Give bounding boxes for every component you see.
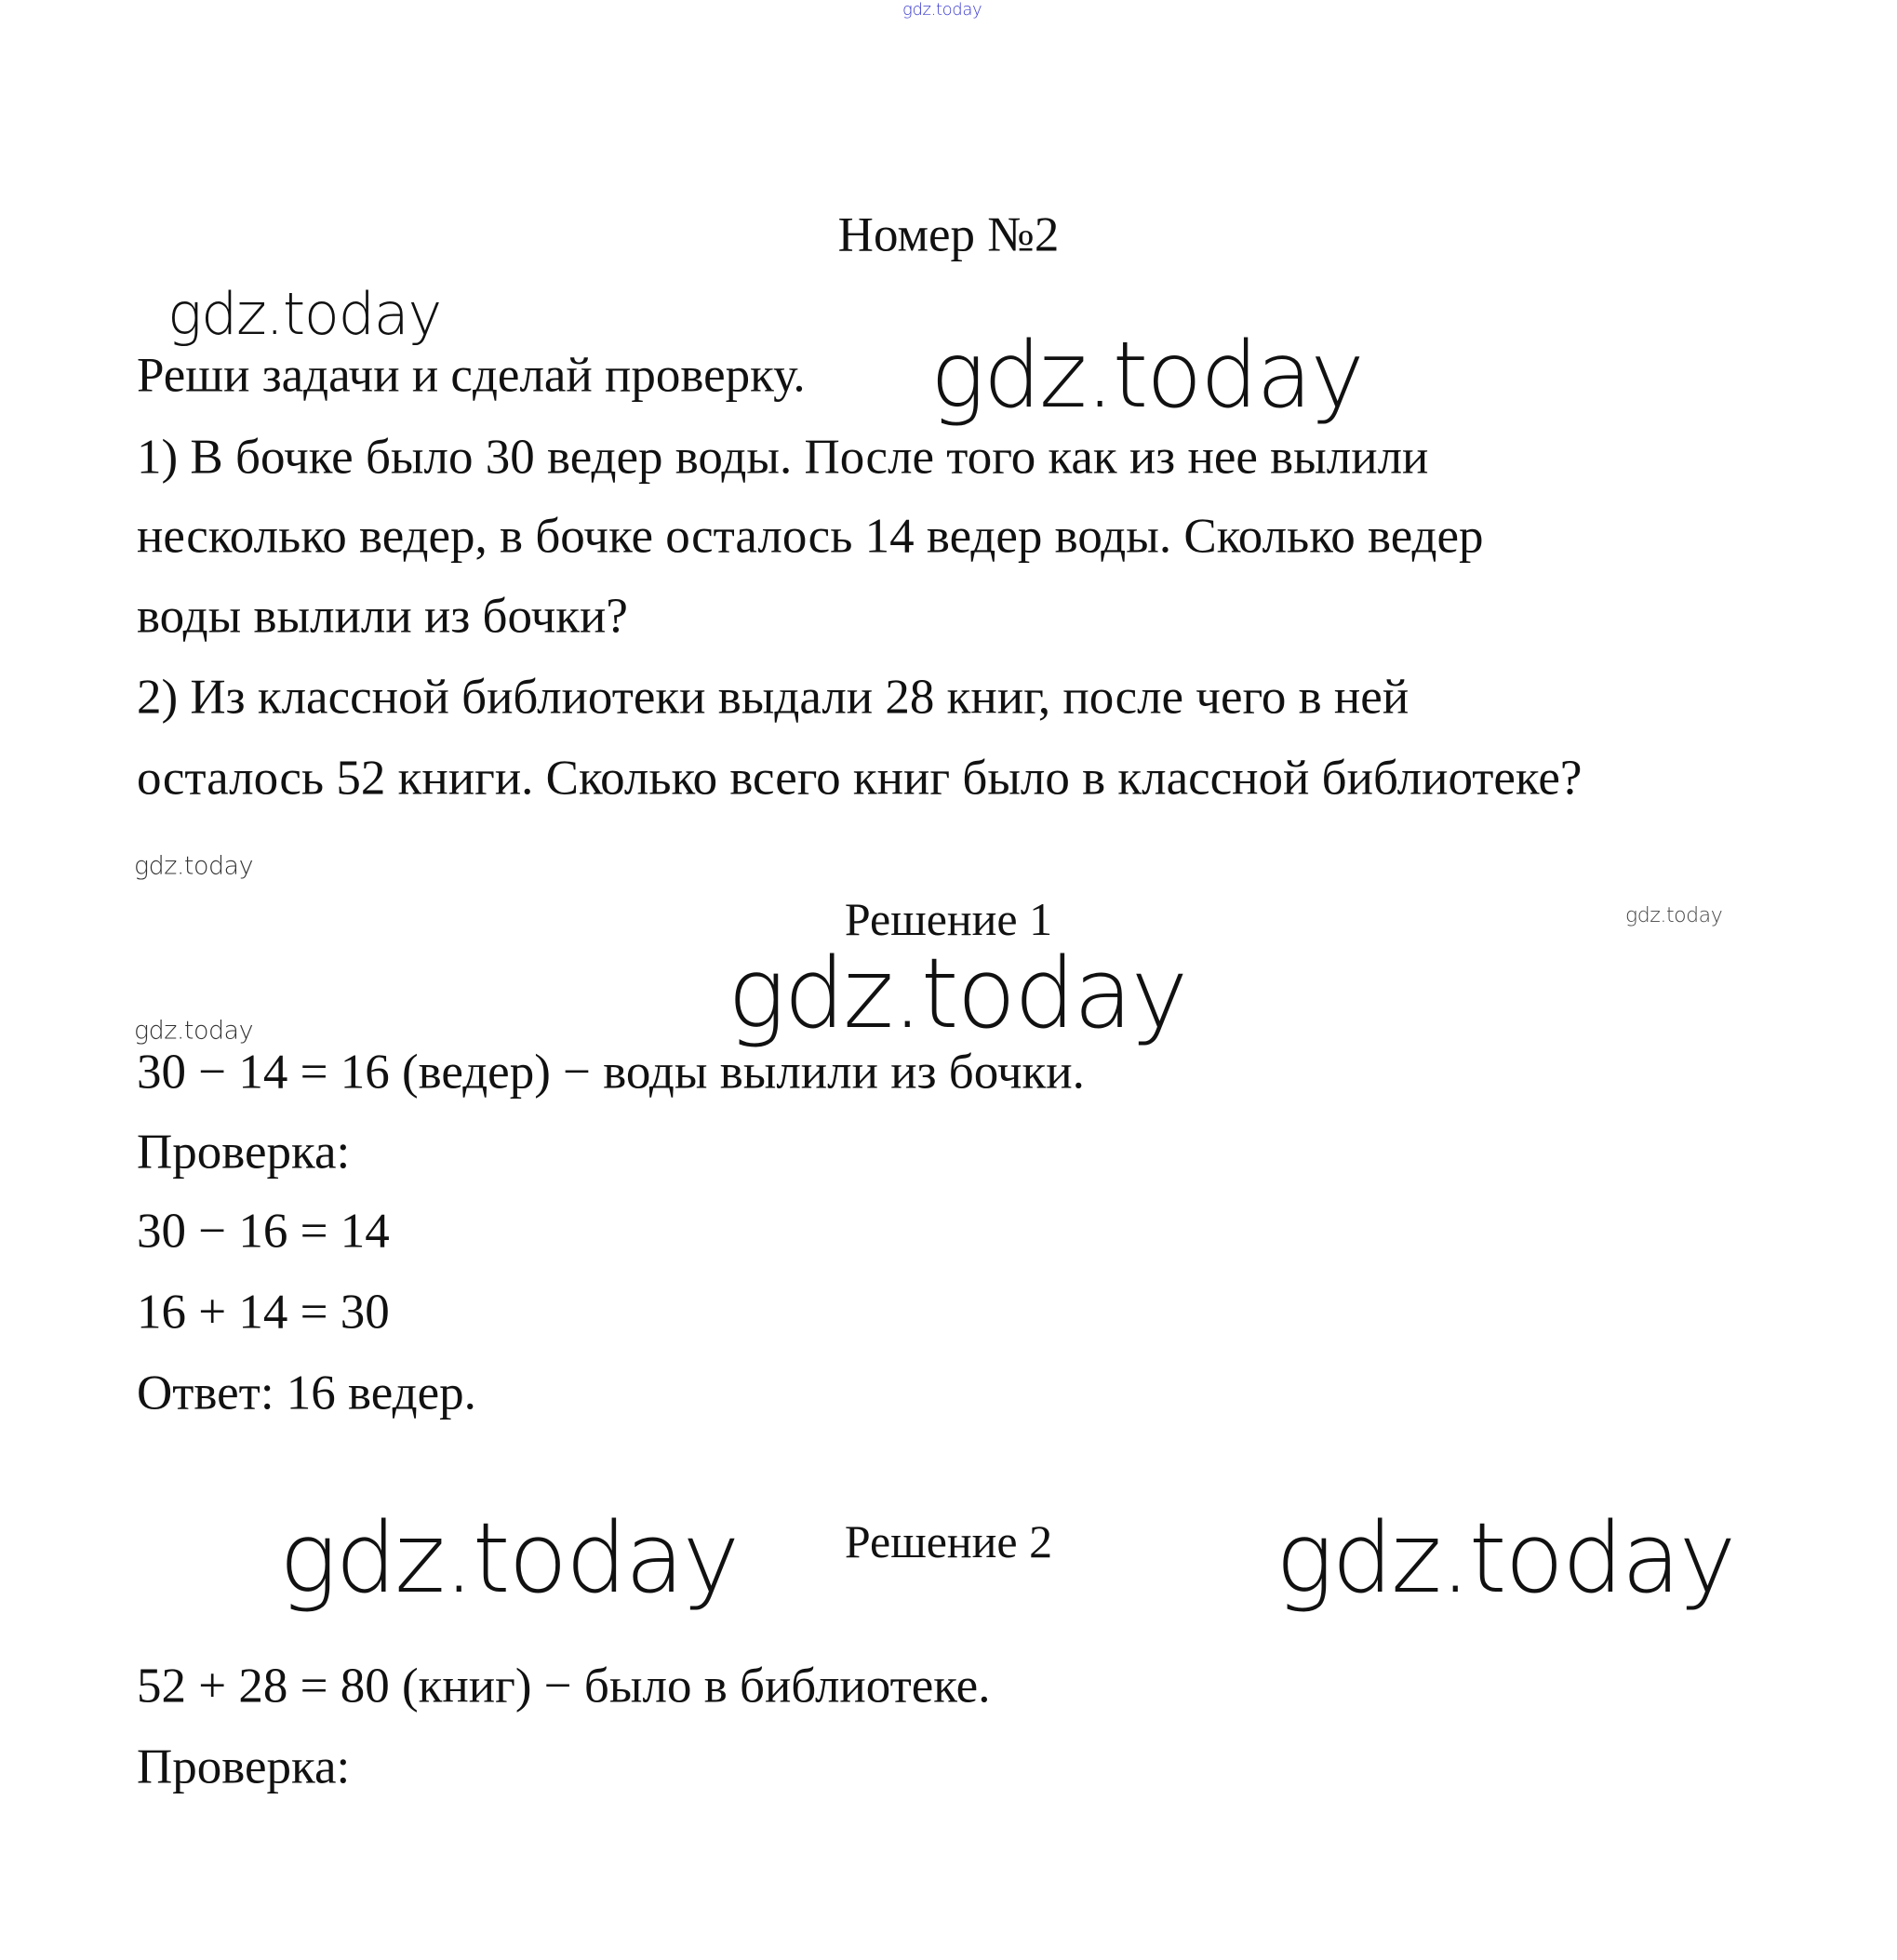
- watermark: gdz.today: [1276, 1501, 1735, 1615]
- solution1-line: 30 − 16 = 14: [137, 1204, 390, 1259]
- watermark-top: gdz.today: [902, 0, 982, 20]
- watermark: gdz.today: [167, 280, 441, 348]
- solution1-line: Проверка:: [137, 1125, 351, 1180]
- solution2-heading: Решение 2: [844, 1515, 1053, 1567]
- watermark: gdz.today: [930, 323, 1363, 429]
- watermark: gdz.today: [728, 937, 1187, 1050]
- watermark: gdz.today: [279, 1501, 739, 1615]
- watermark: gdz.today: [1625, 904, 1723, 927]
- page-title: Номер №2: [837, 207, 1060, 262]
- solution1-line: 30 − 14 = 16 (ведер) − воды вылили из бочки.: [137, 1045, 1085, 1100]
- solution1-heading: Решение 1: [844, 893, 1053, 945]
- task-line: 1) В бочке было 30 ведер воды. После того как из нее вылили: [137, 430, 1429, 485]
- task-line: осталось 52 книги. Сколько всего книг было в классной библиотеке?: [137, 751, 1583, 806]
- solution1-line: Ответ: 16 ведер.: [137, 1366, 476, 1420]
- task-line: воды вылили из бочки?: [137, 589, 628, 644]
- task-line: 2) Из классной библиотеки выдали 28 книг, после чего в ней: [137, 670, 1409, 725]
- watermark: gdz.today: [134, 851, 254, 881]
- task-instruction: Реши задачи и сделай проверку.: [137, 348, 806, 403]
- solution2-line: Проверка:: [137, 1740, 351, 1794]
- solution2-line: 52 + 28 = 80 (книг) − было в библиотеке.: [137, 1659, 991, 1713]
- solution1-line: 16 + 14 = 30: [137, 1285, 390, 1340]
- watermark: gdz.today: [134, 1016, 254, 1046]
- task-line: несколько ведер, в бочке осталось 14 ведер воды. Сколько ведер: [137, 509, 1484, 564]
